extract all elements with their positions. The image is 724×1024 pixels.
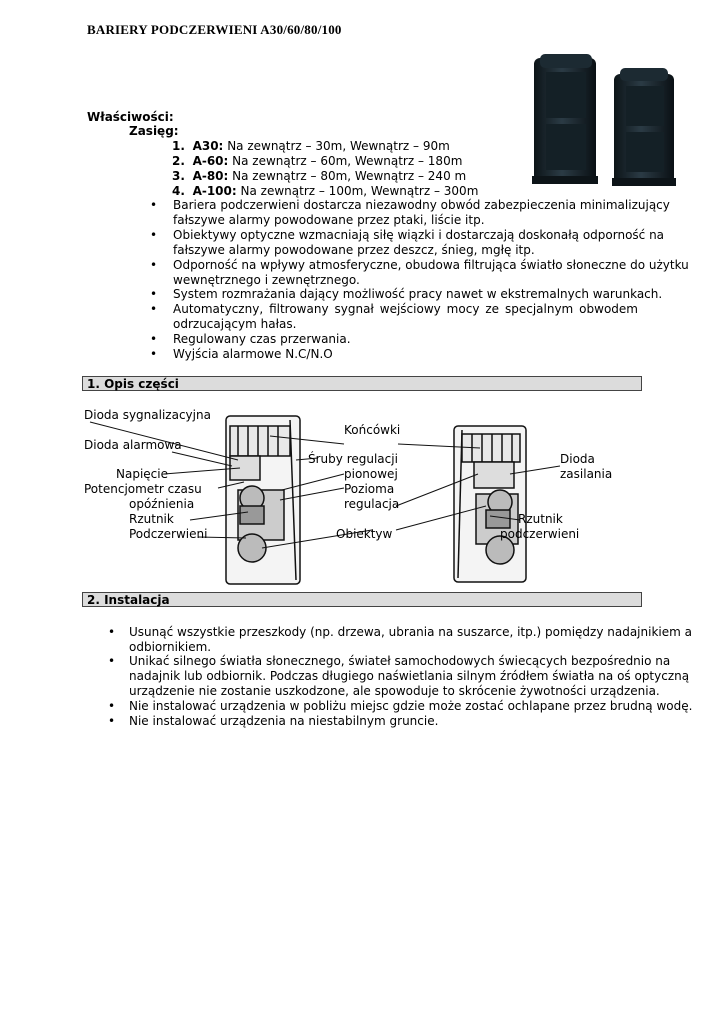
section-header-installation: 2. Instalacja (82, 592, 642, 607)
range-item-number: 1. (172, 139, 185, 153)
range-item-text: Na zewnątrz – 100m, Wewnątrz – 300m (240, 184, 479, 198)
label-delay-pot: Potencjometr czasu (84, 482, 202, 496)
feature-text: fałszywe alarmy powodowane przez deszcz, śnieg, mgłę itp. (173, 243, 535, 257)
install-text: Nie instalować urządzenia w pobliżu miejsc gdzie może zostać ochlapane przez brudną wodę. (129, 699, 693, 713)
bullet-icon: • (108, 654, 116, 668)
bullet-icon: • (150, 302, 158, 316)
range-item (172, 169, 466, 184)
bullet-icon: • (108, 625, 116, 639)
label-adjust-screws: Śruby regulacji (308, 452, 398, 466)
install-text: urządzenie nie zostanie uszkodzone, ale spowoduje to skrócenie żywotności urządzenia. (129, 684, 660, 698)
device-drawing-left (226, 416, 300, 584)
range-item-model: A-60: (192, 154, 229, 168)
product-photo (526, 52, 686, 192)
label-delay: opóźnienia (129, 497, 195, 511)
install-text: Unikać silnego światła słonecznego, świateł samochodowych świecących bezpośrednio na (129, 654, 671, 668)
range-item-model: A-80: (192, 169, 229, 183)
features-heading: Właściwości: (87, 110, 174, 124)
label-terminals: Końcówki (344, 423, 401, 437)
install-text: odbiornikiem. (129, 640, 212, 654)
bullet-icon: • (150, 347, 158, 361)
feature-text: Bariera podczerwieni dostarcza niezawodny obwód zabezpieczenia minimalizujący (173, 198, 670, 212)
bullet-icon: • (150, 228, 158, 242)
label-power: zasilania (560, 467, 613, 481)
label-projector: Rzutnik (129, 512, 174, 526)
label-projector-right: Rzutnik (518, 512, 563, 526)
document-title: BARIERY PODCZERWIENI A30/60/80/100 (87, 22, 342, 37)
feature-text: Odporność na wpływy atmosferyczne, obudowa filtrująca światło słoneczne do użytku (173, 258, 689, 272)
label-alarm-diode: Dioda alarmowa (84, 438, 182, 452)
range-item-text: Na zewnątrz – 80m, Wewnątrz – 240 m (232, 169, 467, 183)
label-signal-diode: Dioda sygnalizacyjna (84, 408, 211, 422)
feature-text: fałszywe alarmy powodowane przez ptaki, liście itp. (173, 213, 485, 227)
range-item-model: A30: (192, 139, 224, 153)
bullet-icon: • (150, 198, 158, 212)
range-item-number: 3. (172, 169, 185, 183)
device-drawing-right (454, 426, 526, 582)
feature-text: System rozmrażania dający możliwość pracy nawet w ekstremalnych warunkach. (173, 287, 663, 301)
label-horizontal: Pozioma (344, 482, 395, 496)
range-item-text: Na zewnątrz – 60m, Wewnątrz – 180m (232, 154, 463, 168)
feature-text: wewnętrznego i zewnętrznego. (173, 273, 360, 287)
feature-text: Automatyczny, filtrowany sygnał wejściowy mocy ze specjalnym obwodem (173, 302, 638, 316)
label-voltage: Napięcie (116, 467, 168, 481)
section-header-parts: 1. Opis części (82, 376, 642, 391)
label-infrared-right: podczerwieni (500, 527, 580, 541)
range-item-number: 4. (172, 184, 185, 198)
label-power-diode: Dioda (560, 452, 595, 466)
bullet-icon: • (150, 258, 158, 272)
feature-text: Regulowany czas przerwania. (173, 332, 351, 346)
range-heading: Zasięg: (129, 124, 179, 138)
range-item (172, 184, 478, 199)
label-infrared: Podczerwieni (129, 527, 208, 541)
bullet-icon: • (108, 699, 116, 713)
range-item-text: Na zewnątrz – 30m, Wewnątrz – 90m (227, 139, 450, 153)
bullet-icon: • (150, 287, 158, 301)
bullet-icon: • (108, 714, 116, 728)
feature-text: Obiektywy optyczne wzmacniają siłę wiązki i dostarczają doskonałą odporność na (173, 228, 665, 242)
range-item-number: 2. (172, 154, 185, 168)
feature-text: Wyjścia alarmowe N.C/N.O (173, 347, 333, 361)
range-item (172, 154, 462, 169)
install-text: Nie instalować urządzenia na niestabilnym gruncie. (129, 714, 439, 728)
label-lens: Obiektyw (336, 527, 393, 541)
feature-text: odrzucającym hałas. (173, 317, 297, 331)
range-item-model: A-100: (192, 184, 237, 198)
install-text: nadajnik lub odbiornik. Podczas długiego naświetlania silnym źródłem światła na oś optyczną (129, 669, 690, 683)
range-item (172, 139, 450, 154)
bullet-icon: • (150, 332, 158, 346)
label-vertical: pionowej (344, 467, 398, 481)
install-text: Usunąć wszystkie przeszkody (np. drzewa, ubrania na suszarce, itp.) pomiędzy nadajnikiem a (129, 625, 692, 639)
label-adjustment: regulacja (344, 497, 400, 511)
